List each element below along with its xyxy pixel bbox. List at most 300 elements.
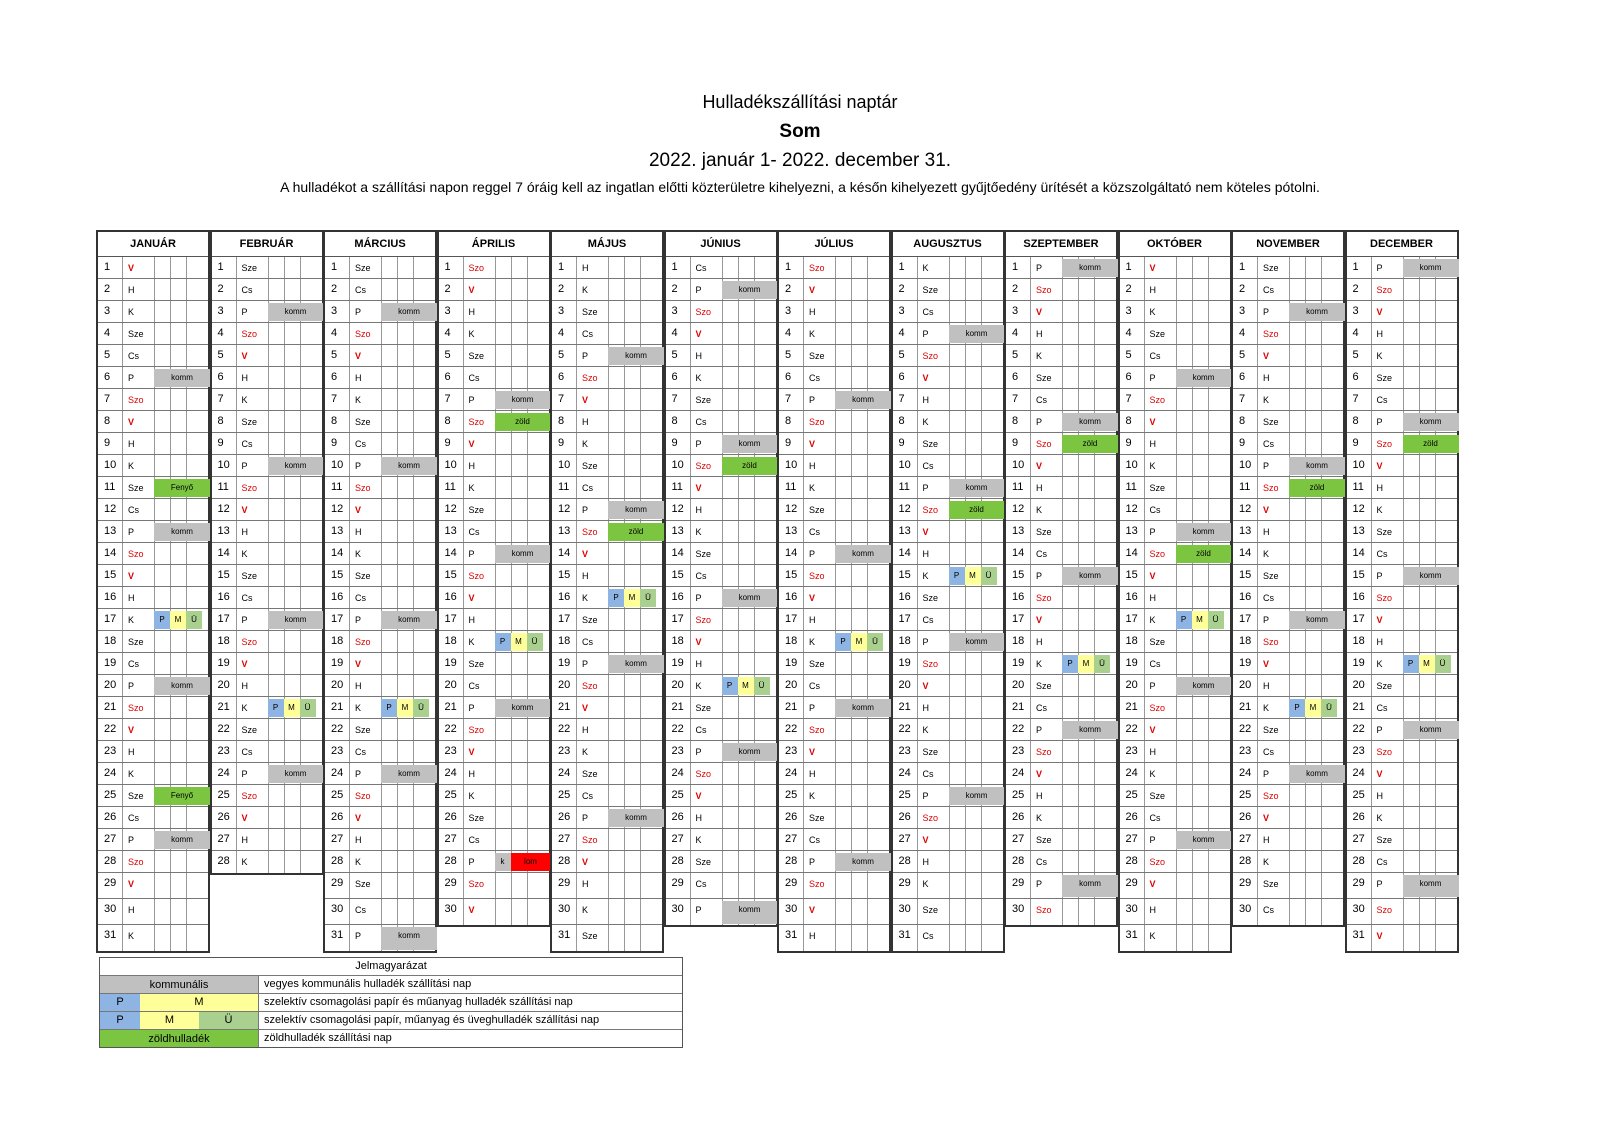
- grid-line: [1144, 587, 1145, 608]
- grid-line: [1144, 389, 1145, 410]
- grid-line: [640, 851, 641, 872]
- grid-line: [1435, 301, 1436, 322]
- grid-line: [867, 719, 868, 740]
- grid-line: [690, 697, 691, 718]
- day-number: 27: [1012, 833, 1025, 845]
- day-number: 1: [785, 261, 792, 273]
- grid-line: [1403, 697, 1404, 718]
- grid-line: [624, 719, 625, 740]
- weekday: K: [1036, 659, 1043, 669]
- day-number: 6: [558, 371, 565, 383]
- grid-line: [1208, 763, 1209, 784]
- selective-p: P: [1176, 611, 1192, 629]
- day-number: 25: [671, 789, 684, 801]
- weekday: K: [355, 395, 362, 405]
- grid-line: [154, 873, 155, 898]
- weekday: P: [809, 549, 816, 559]
- day-number: 7: [1239, 393, 1246, 405]
- day-row: [1006, 653, 1116, 675]
- grid-line: [981, 763, 982, 784]
- grid-line: [917, 697, 918, 718]
- grid-line: [511, 257, 512, 278]
- weekday: Cs: [1263, 905, 1274, 915]
- weekday: Szo: [1036, 747, 1052, 757]
- day-row: [1347, 521, 1457, 543]
- weekday: H: [1376, 791, 1383, 801]
- grid-line: [1144, 763, 1145, 784]
- grid-line: [122, 873, 123, 898]
- day-number: 12: [1125, 503, 1138, 515]
- grid-line: [1030, 719, 1031, 740]
- legend-key-label: zöldhulladék: [148, 1032, 210, 1045]
- day-row: [779, 609, 889, 631]
- grid-line: [170, 925, 171, 951]
- grid-line: [917, 367, 918, 388]
- day-number: 30: [331, 903, 344, 915]
- month-name: NOVEMBER: [1233, 232, 1343, 257]
- grid-line: [413, 257, 414, 278]
- grid-line: [624, 899, 625, 924]
- grid-line: [527, 899, 528, 925]
- grid-line: [608, 925, 609, 951]
- weekday: Cs: [695, 571, 707, 581]
- grid-line: [1257, 719, 1258, 740]
- weekday: Cs: [695, 725, 707, 735]
- grid-line: [236, 521, 237, 542]
- grid-line: [690, 829, 691, 850]
- day-number: 28: [1012, 855, 1025, 867]
- grid-line: [1321, 829, 1322, 850]
- grid-line: [576, 631, 577, 652]
- day-row: [666, 807, 776, 829]
- day-row: [666, 609, 776, 631]
- weekday: H: [128, 747, 135, 757]
- weekday: Cs: [1149, 813, 1161, 823]
- grid-line: [754, 499, 755, 520]
- grid-line: [1419, 389, 1420, 410]
- weekday: P: [241, 461, 248, 471]
- grid-line: [284, 411, 285, 432]
- weekday: K: [241, 549, 248, 559]
- grid-line: [463, 477, 464, 498]
- grid-line: [949, 433, 950, 454]
- grid-line: [1419, 543, 1420, 564]
- weekday: Szo: [468, 571, 485, 581]
- day-row: [893, 411, 1003, 433]
- grid-line: [1078, 323, 1079, 344]
- grid-line: [1435, 785, 1436, 806]
- grid-line: [738, 543, 739, 564]
- grid-line: [397, 873, 398, 898]
- day-number: 29: [1352, 877, 1365, 889]
- grid-line: [917, 925, 918, 951]
- day-number: 3: [898, 305, 905, 317]
- weekday: V: [468, 747, 475, 757]
- weekday: Szo: [241, 791, 258, 801]
- weekday: H: [695, 351, 702, 361]
- weekday: Sze: [1036, 835, 1052, 845]
- weekday: K: [582, 747, 589, 757]
- selective-m: M: [511, 633, 527, 651]
- grid-line: [1289, 367, 1290, 388]
- grid-line: [413, 653, 414, 674]
- grid-line: [1192, 257, 1193, 278]
- weekday: K: [1036, 813, 1043, 823]
- day-number: 6: [444, 371, 451, 383]
- grid-line: [236, 631, 237, 652]
- grid-line: [1403, 851, 1404, 872]
- grid-line: [949, 301, 950, 322]
- month-4: [550, 230, 664, 953]
- day-number: 21: [1125, 701, 1138, 713]
- grid-line: [381, 899, 382, 924]
- day-number: 3: [217, 305, 224, 317]
- day-number: 22: [1352, 723, 1365, 735]
- grid-line: [154, 763, 155, 784]
- grid-line: [527, 345, 528, 366]
- day-row: [779, 455, 889, 477]
- grid-line: [397, 521, 398, 542]
- grid-line: [851, 257, 852, 278]
- grid-line: [576, 807, 577, 828]
- weekday: Szo: [355, 637, 371, 647]
- grid-line: [463, 675, 464, 696]
- day-row: [1120, 807, 1230, 829]
- day-row: [98, 257, 208, 279]
- grid-line: [1435, 389, 1436, 410]
- komm-mark: komm: [722, 901, 778, 924]
- grid-line: [300, 543, 301, 564]
- grid-line: [397, 389, 398, 410]
- grid-line: [1371, 675, 1372, 696]
- grid-line: [738, 257, 739, 278]
- day-row: [1233, 345, 1343, 367]
- day-number: 15: [1125, 569, 1138, 581]
- grid-line: [851, 925, 852, 951]
- day-row: [1006, 785, 1116, 807]
- grid-line: [640, 411, 641, 432]
- weekday: H: [241, 681, 248, 691]
- day-number: 24: [104, 767, 117, 779]
- grid-line: [381, 323, 382, 344]
- grid-line: [495, 763, 496, 784]
- grid-line: [1208, 587, 1209, 608]
- grid-line: [1321, 719, 1322, 740]
- grid-line: [867, 829, 868, 850]
- weekday: K: [1263, 549, 1270, 559]
- grid-line: [1257, 653, 1258, 674]
- day-number: 25: [1239, 789, 1252, 801]
- weekday: P: [355, 461, 362, 471]
- grid-line: [867, 763, 868, 784]
- weekday: K: [1263, 395, 1270, 405]
- weekday: P: [695, 593, 702, 603]
- day-row: [1347, 763, 1457, 785]
- grid-line: [1305, 345, 1306, 366]
- grid-line: [511, 873, 512, 898]
- grid-line: [1094, 499, 1095, 520]
- day-number: 10: [671, 459, 684, 471]
- legend-desc: szelektív csomagolási papír, műanyag és üveghulladék szállítási nap: [264, 1014, 600, 1026]
- legend-desc: vegyes kommunális hulladék szállítási nap: [264, 978, 472, 990]
- grid-line: [576, 499, 577, 520]
- day-number: 27: [217, 833, 230, 845]
- grid-line: [1321, 279, 1322, 300]
- weekday: Cs: [355, 285, 366, 295]
- day-row: [1347, 697, 1457, 719]
- legend-title: Jelmagyarázat: [100, 958, 682, 976]
- grid-line: [397, 279, 398, 300]
- day-row: [1233, 785, 1343, 807]
- weekday: P: [1036, 879, 1043, 889]
- weekday: Szo: [1036, 593, 1052, 603]
- day-row: [1006, 345, 1116, 367]
- weekday: V: [1149, 417, 1156, 427]
- grid-line: [154, 499, 155, 520]
- day-row: [439, 257, 549, 279]
- grid-line: [1435, 367, 1436, 388]
- selective-m: M: [624, 589, 640, 607]
- grid-line: [268, 829, 269, 850]
- weekday: K: [582, 593, 589, 603]
- day-number: 21: [558, 701, 571, 713]
- day-row: [212, 499, 322, 521]
- weekday: P: [1376, 725, 1383, 735]
- day-number: 16: [217, 591, 230, 603]
- grid-line: [1208, 279, 1209, 300]
- day-number: 29: [558, 877, 571, 889]
- grid-line: [1371, 653, 1372, 674]
- grid-line: [463, 411, 464, 432]
- grid-line: [624, 785, 625, 806]
- weekday: H: [695, 813, 702, 823]
- weekday: Szo: [1376, 905, 1393, 915]
- grid-line: [690, 367, 691, 388]
- day-row: [1347, 279, 1457, 301]
- grid-line: [1030, 323, 1031, 344]
- grid-line: [1078, 763, 1079, 784]
- grid-line: [851, 367, 852, 388]
- day-number: 26: [1239, 811, 1252, 823]
- weekday: P: [355, 307, 362, 317]
- grid-line: [397, 899, 398, 924]
- komm-mark: komm: [1289, 457, 1345, 475]
- day-number: 13: [1012, 525, 1025, 537]
- selective-m: M: [851, 633, 867, 651]
- grid-line: [1371, 257, 1372, 278]
- day-number: 23: [1012, 745, 1025, 757]
- day-number: 9: [671, 437, 678, 449]
- weekday: Cs: [468, 373, 480, 383]
- grid-line: [1208, 323, 1209, 344]
- grid-line: [981, 543, 982, 564]
- grid-line: [284, 477, 285, 498]
- grid-line: [122, 785, 123, 806]
- grid-line: [511, 609, 512, 630]
- day-number: 8: [104, 415, 111, 427]
- day-number: 20: [558, 679, 571, 691]
- weekday: P: [1376, 571, 1383, 581]
- day-number: 24: [444, 767, 457, 779]
- day-number: 17: [1352, 613, 1365, 625]
- grid-line: [981, 455, 982, 476]
- grid-line: [851, 609, 852, 630]
- grid-line: [1371, 367, 1372, 388]
- grid-line: [527, 521, 528, 542]
- day-number: 9: [1352, 437, 1359, 449]
- weekday: K: [241, 703, 248, 713]
- day-number: 16: [558, 591, 571, 603]
- grid-line: [803, 925, 804, 951]
- day-number: 25: [785, 789, 798, 801]
- grid-line: [949, 675, 950, 696]
- day-row: [779, 741, 889, 763]
- day-number: 20: [104, 679, 117, 691]
- weekday: Sze: [128, 329, 144, 339]
- grid-line: [1030, 609, 1031, 630]
- weekday: Sze: [582, 307, 598, 317]
- day-number: 20: [331, 679, 344, 691]
- grid-line: [381, 257, 382, 278]
- day-number: 31: [331, 929, 344, 941]
- day-row: [1347, 323, 1457, 345]
- weekday: H: [1149, 439, 1156, 449]
- grid-line: [1030, 587, 1031, 608]
- grid-line: [186, 389, 187, 410]
- weekday: K: [1376, 351, 1383, 361]
- grid-line: [511, 455, 512, 476]
- day-number: 12: [104, 503, 117, 515]
- day-row: [1120, 609, 1230, 631]
- grid-line: [1321, 565, 1322, 586]
- grid-line: [835, 455, 836, 476]
- weekday: Cs: [809, 835, 820, 845]
- weekday: V: [355, 659, 362, 669]
- weekday: V: [922, 373, 929, 383]
- day-row: [98, 279, 208, 301]
- weekday: Szo: [1149, 549, 1166, 559]
- day-row: [893, 323, 1003, 345]
- weekday: V: [1149, 725, 1156, 735]
- day-number: 8: [1125, 415, 1132, 427]
- day-row: [1006, 631, 1116, 653]
- day-number: 24: [1012, 767, 1025, 779]
- grid-line: [722, 807, 723, 828]
- day-number: 5: [671, 349, 678, 361]
- day-row: [1233, 829, 1343, 851]
- grid-line: [1144, 367, 1145, 388]
- weekday: Cs: [128, 813, 139, 823]
- day-row: [1233, 257, 1343, 279]
- grid-line: [268, 389, 269, 410]
- day-row: [893, 543, 1003, 565]
- grid-line: [527, 785, 528, 806]
- weekday: V: [241, 813, 248, 823]
- grid-line: [268, 543, 269, 564]
- day-row: [212, 543, 322, 565]
- grid-line: [754, 851, 755, 872]
- grid-line: [1419, 477, 1420, 498]
- grid-line: [1419, 851, 1420, 872]
- grid-line: [965, 851, 966, 872]
- grid-line: [300, 521, 301, 542]
- grid-line: [463, 785, 464, 806]
- legend-m: M: [140, 1012, 199, 1029]
- day-row: [212, 675, 322, 697]
- weekday: V: [1149, 263, 1156, 273]
- grid-line: [186, 873, 187, 898]
- day-row: [779, 587, 889, 609]
- grid-line: [1289, 587, 1290, 608]
- grid-line: [965, 543, 966, 564]
- grid-line: [1192, 433, 1193, 454]
- weekday: Sze: [695, 395, 712, 405]
- month-8: [1004, 230, 1118, 927]
- grid-line: [1403, 609, 1404, 630]
- grid-line: [981, 741, 982, 762]
- komm-mark: komm: [722, 589, 778, 607]
- grid-line: [381, 873, 382, 898]
- grid-line: [1371, 499, 1372, 520]
- day-number: 3: [331, 305, 338, 317]
- day-row: [1347, 807, 1457, 829]
- day-row: [1006, 257, 1116, 279]
- day-row: [1120, 873, 1230, 899]
- grid-line: [381, 279, 382, 300]
- weekday: Cs: [695, 417, 707, 427]
- grid-line: [1371, 697, 1372, 718]
- grid-line: [1435, 807, 1436, 828]
- weekday: P: [809, 857, 816, 867]
- grid-line: [1321, 899, 1322, 925]
- grid-line: [1094, 367, 1095, 388]
- day-number: 21: [671, 701, 684, 713]
- day-number: 13: [558, 525, 571, 537]
- grid-line: [1371, 455, 1372, 476]
- day-row: [893, 257, 1003, 279]
- day-number: 23: [671, 745, 684, 757]
- day-row: [666, 455, 776, 477]
- weekday: H: [241, 835, 248, 845]
- weekday: K: [1376, 505, 1383, 515]
- grid-line: [1062, 829, 1063, 850]
- day-row: [439, 279, 549, 301]
- weekday: Szo: [355, 329, 371, 339]
- weekday: Szo: [695, 307, 712, 317]
- day-number: 25: [558, 789, 571, 801]
- weekday: Szo: [1036, 285, 1052, 295]
- grid-line: [851, 675, 852, 696]
- day-row: [779, 653, 889, 675]
- day-number: 30: [104, 903, 117, 915]
- grid-line: [917, 257, 918, 278]
- grid-line: [1403, 763, 1404, 784]
- day-row: [98, 675, 208, 697]
- weekday: H: [1149, 285, 1156, 295]
- grid-line: [722, 499, 723, 520]
- day-row: [1233, 631, 1343, 653]
- day-number: 13: [104, 525, 117, 537]
- grid-line: [754, 631, 755, 652]
- grid-line: [495, 323, 496, 344]
- day-number: 2: [1239, 283, 1246, 295]
- grid-line: [527, 763, 528, 784]
- day-row: [98, 389, 208, 411]
- day-row: [1006, 807, 1116, 829]
- day-row: [212, 323, 322, 345]
- day-number: 17: [104, 613, 117, 625]
- day-number: 30: [1352, 903, 1365, 915]
